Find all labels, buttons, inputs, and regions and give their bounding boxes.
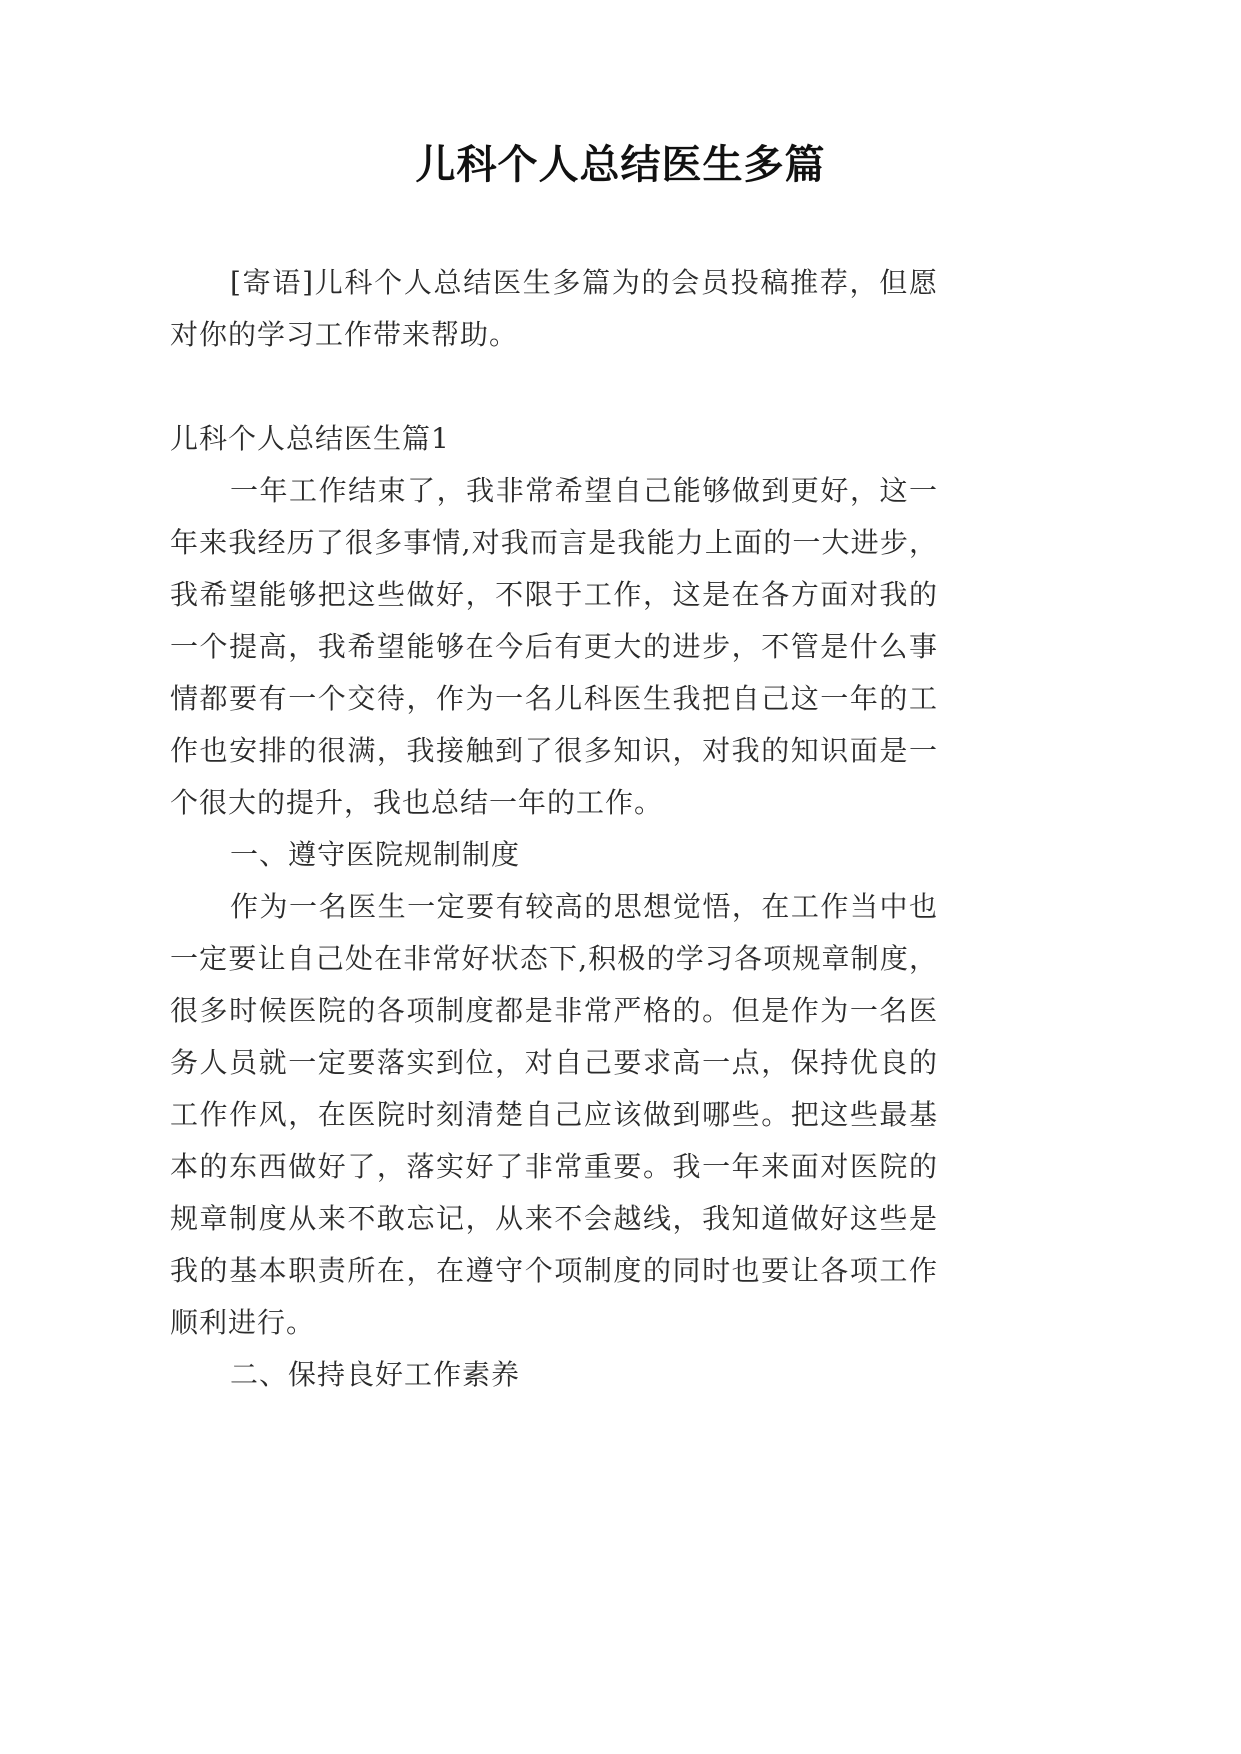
intro-line: [寄语]儿科个人总结医生多篇为的会员投稿推荐，但愿 xyxy=(230,266,938,299)
paragraph-line: 我的基本职责所在，在遵守个项制度的同时也要让各项工作 xyxy=(170,1254,938,1287)
document-body xyxy=(170,257,938,1401)
paragraph-line: 规章制度从来不敢忘记，从来不会越线，我知道做好这些是 xyxy=(170,1202,938,1235)
paragraph-line: 个很大的提升，我也总结一年的工作。 xyxy=(170,786,664,819)
paragraph-line: 本的东西做好了，落实好了非常重要。我一年来面对医院的 xyxy=(170,1150,938,1183)
paragraph-line: 我希望能够把这些做好，不限于工作，这是在各方面对我的 xyxy=(170,578,938,611)
section-title: 儿科个人总结医生篇1 xyxy=(170,422,450,455)
paragraph-line: 作为一名医生一定要有较高的思想觉悟，在工作当中也 xyxy=(230,890,938,923)
document-title: 儿科个人总结医生多篇 xyxy=(415,141,826,188)
blank-line xyxy=(170,361,938,413)
paragraph-line: 一年工作结束了，我非常希望自己能够做到更好，这一 xyxy=(230,474,938,507)
paragraph-line: 务人员就一定要落实到位，对自己要求高一点，保持优良的 xyxy=(170,1046,938,1079)
subsection-heading: 一、遵守医院规制制度 xyxy=(230,838,521,871)
paragraph-line: 作也安排的很满，我接触到了很多知识，对我的知识面是一 xyxy=(170,734,938,767)
paragraph-line: 很多时候医院的各项制度都是非常严格的。但是作为一名医 xyxy=(170,994,938,1027)
paragraph-line: 工作作风，在医院时刻清楚自己应该做到哪些。把这些最基 xyxy=(170,1098,938,1131)
intro-line: 对你的学习工作带来帮助。 xyxy=(170,318,519,351)
paragraph-line: 情都要有一个交待，作为一名儿科医生我把自己这一年的工 xyxy=(170,682,938,715)
paragraph-line: 年来我经历了很多事情,对我而言是我能力上面的一大进步， xyxy=(170,526,938,559)
paragraph-line: 一个提高，我希望能够在今后有更大的进步，不管是什么事 xyxy=(170,630,938,663)
paragraph-line: 顺利进行。 xyxy=(170,1306,316,1339)
paragraph-line: 一定要让自己处在非常好状态下,积极的学习各项规章制度， xyxy=(170,942,938,975)
subsection-heading: 二、保持良好工作素养 xyxy=(230,1358,521,1391)
